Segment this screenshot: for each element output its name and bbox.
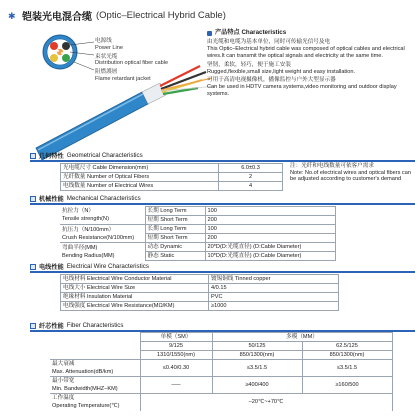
cable-callouts bbox=[95, 38, 205, 85]
features-panel bbox=[207, 30, 412, 100]
table-row: 9/125 50/125 62.5/125 bbox=[50, 342, 392, 351]
section-marker-icon bbox=[30, 264, 36, 270]
callout-fiber-cable: 束状光缆 Distribution optical fiber cable bbox=[95, 53, 169, 67]
feature-item: 可用于高清电视摄像机，播像监控与户外大型显示器 Can be used in HDTV camera systems,video monitoring and outdoor display systems. bbox=[207, 77, 397, 98]
geometrical-table-wrap bbox=[60, 163, 283, 191]
table-row: 光纤数量 Number of Optical Fibers 2 bbox=[61, 173, 283, 182]
fiber-table bbox=[50, 332, 393, 411]
table-row: 电线材料 Electrical Wire Conductor Material 镀锡铜线 Tinned copper bbox=[61, 275, 339, 284]
section-heading-fiber: 纤芯性能 Fiber Characteristics bbox=[30, 321, 123, 330]
mechanical-table-wrap bbox=[60, 206, 336, 261]
table-row: 单模（SM） 多模（MM） bbox=[50, 333, 392, 342]
asterisk-bullet-icon: ✱ bbox=[8, 10, 16, 21]
section-divider bbox=[30, 160, 415, 162]
page-title bbox=[8, 8, 226, 23]
callout-power-line: 电源线 Power Line bbox=[95, 38, 123, 51]
title-english: (Optic–Electrical Hybrid Cable) bbox=[96, 10, 226, 21]
section-divider bbox=[30, 271, 415, 273]
table-row: 短期 Short Term 200 bbox=[60, 234, 335, 243]
table-row: 抗压力（N/100mm） Crush Resistance(N/100mm) 长期 Long Term 100 bbox=[60, 225, 335, 234]
table-row: 工作温度 Operating Temperature(℃) –20℃~+70℃ bbox=[50, 394, 392, 411]
table-row: 1310/1550(nm) 850/1300(nm) 850/1300(nm) bbox=[50, 351, 392, 360]
table-row: 最大衰减 Max. Attenuation(dB/km) ≤0.40/0.30 ≤3.5/1.5 ≤3.5/1.5 bbox=[50, 360, 392, 377]
callout-jacket: 阻燃護層 Flame retardant jacket bbox=[95, 69, 151, 82]
feature-item: 由光缆和电缆为基本单位，同时可传输光信号及电 This Optic–Electrical hybrid cable was composed of optical cables and electrical wires.It can transmit the optical signals and electricity at the same time. bbox=[207, 38, 405, 59]
electrical-table-wrap bbox=[60, 274, 339, 311]
section-marker-icon bbox=[30, 323, 36, 329]
feature-item: 坚韧，柔软，轻巧，便于施工安装 Rugged,flexible,small size,light weight and easy installation. bbox=[207, 61, 356, 75]
table-row: 短期 Short Term 200 bbox=[60, 216, 335, 225]
table-row: 静态 Static 10*D(D:光缆直径) (D:Cable Diameter) bbox=[60, 252, 335, 261]
fiber-table-wrap bbox=[50, 332, 393, 411]
section-divider bbox=[30, 203, 415, 205]
table-row: 最小带宽 Min. Bandwidth(MHZ–KM) ––– ≥400/400 ≥160/500 bbox=[50, 377, 392, 394]
geometrical-table bbox=[60, 163, 283, 191]
table-row: 抗拉力（N） Tensile strength(N) 长期 Long Term 100 bbox=[60, 207, 335, 216]
table-row: 电线大小 Electrical Wire Size 4/0.15 bbox=[61, 284, 339, 293]
section-heading-mechanical: 机械性能 Mechanical Characteristics bbox=[30, 194, 141, 203]
section-marker-icon bbox=[30, 153, 36, 159]
table-row: 电线数量 Number of Electrical Wires 4 bbox=[61, 182, 283, 191]
geometrical-note: 注：光纤和电线数量可依客户需求 Note: No.of electrical wires and optical fibers can be adjusted according to customer's demand bbox=[290, 163, 411, 183]
section-heading-geometrical: 几何特性 Geometrical Characteristics bbox=[30, 151, 143, 160]
table-row: 绝缘材料 Insulation Material PVC bbox=[61, 293, 339, 302]
features-title: 产品特点 Characteristics bbox=[207, 30, 412, 37]
section-marker-icon bbox=[30, 196, 36, 202]
table-row: 电线强度 Electrical Wire Resistance(MΩ/KM) ≥1000 bbox=[61, 302, 339, 311]
square-bullet-icon bbox=[207, 31, 212, 36]
table-row: 光电缆尺寸 Cable Dimension(mm) 6.0±0.3 bbox=[61, 164, 283, 173]
title-chinese: 铠装光电混合缆 bbox=[22, 12, 92, 23]
table-row: 弯曲半径(MM) Bending Radius(MM) 动态 Dynamic 20*D(D:光缆直径) (D:Cable Diameter) bbox=[60, 243, 335, 252]
section-heading-electrical: 电线性能 Electrical Wire Characteristics bbox=[30, 262, 149, 271]
electrical-table bbox=[60, 274, 339, 311]
mechanical-table bbox=[60, 206, 336, 261]
